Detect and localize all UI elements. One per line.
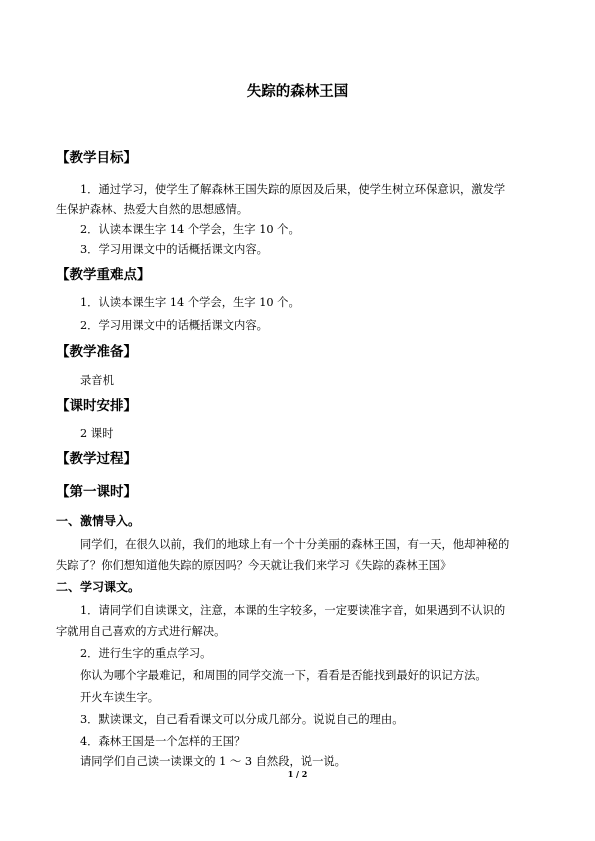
heading-key-difficulties: 【教学重难点】 — [56, 267, 151, 283]
part2-line-1: 1．请同学们自读课文，注意，本课的生字较多，一定要读准字音，如果遇到不认识的 — [80, 604, 506, 617]
goals-line-1: 1．通过学习，使学生了解森林王国失踪的原因及后果，使学生树立环保意识，激发学 — [80, 183, 506, 196]
part2-line-6: 4．森林王国是一个怎样的王国？ — [80, 735, 246, 748]
heading-schedule: 【课时安排】 — [56, 398, 137, 414]
heading-lesson-1: 【第一课时】 — [56, 484, 137, 500]
key-line-1: 1．认读本课生字 14 个学会，生字 10 个。 — [80, 296, 300, 309]
page-number: 1 / 2 — [287, 769, 308, 779]
key-line-2: 2．学习用课文中的话概括课文内容。 — [80, 319, 268, 332]
part1-line-1: 同学们，在很久以前，我们的地球上有一个十分美丽的森林王国，有一天，他却神秘的 — [80, 538, 510, 551]
part2-line-1-cont: 字就用自己喜欢的方式进行解决。 — [56, 625, 226, 638]
part2-line-4: 开火车读生字。 — [80, 691, 160, 704]
document-title: 失踪的森林王国 — [246, 84, 349, 100]
heading-teaching-process: 【教学过程】 — [56, 451, 137, 467]
prep-line-1: 录音机 — [80, 374, 114, 387]
goals-line-2: 2．认读本课生字 14 个学会，生字 10 个。 — [80, 223, 300, 236]
part1-line-2: 失踪了？你们想知道他失踪的原因吗？今天就让我们来学习《失踪的森林王国》 — [56, 559, 452, 572]
goals-line-1-cont: 生保护森林、热爱大自然的思想感情。 — [56, 203, 249, 216]
part2-line-2: 2．进行生字的重点学习。 — [80, 647, 212, 660]
heading-teaching-goals: 【教学目标】 — [56, 150, 137, 166]
schedule-line-1: 2 课时 — [80, 427, 114, 440]
part2-line-7: 请同学们自己读一读课文的 1 ～ 3 自然段，说一说。 — [80, 755, 346, 768]
part2-line-5: 3．默读课文，自己看看课文可以分成几部分。说说自己的理由。 — [80, 713, 404, 726]
heading-preparation: 【教学准备】 — [56, 344, 137, 360]
goals-line-3: 3．学习用课文中的话概括课文内容。 — [80, 243, 268, 256]
part2-line-3: 你认为哪个字最难记，和周围的同学交流一下，看看是否能找到最好的识记方法。 — [80, 669, 487, 682]
lesson1-part2-title: 二、学习课文。 — [56, 580, 141, 594]
lesson1-part1-title: 一、激情导入。 — [56, 514, 141, 528]
